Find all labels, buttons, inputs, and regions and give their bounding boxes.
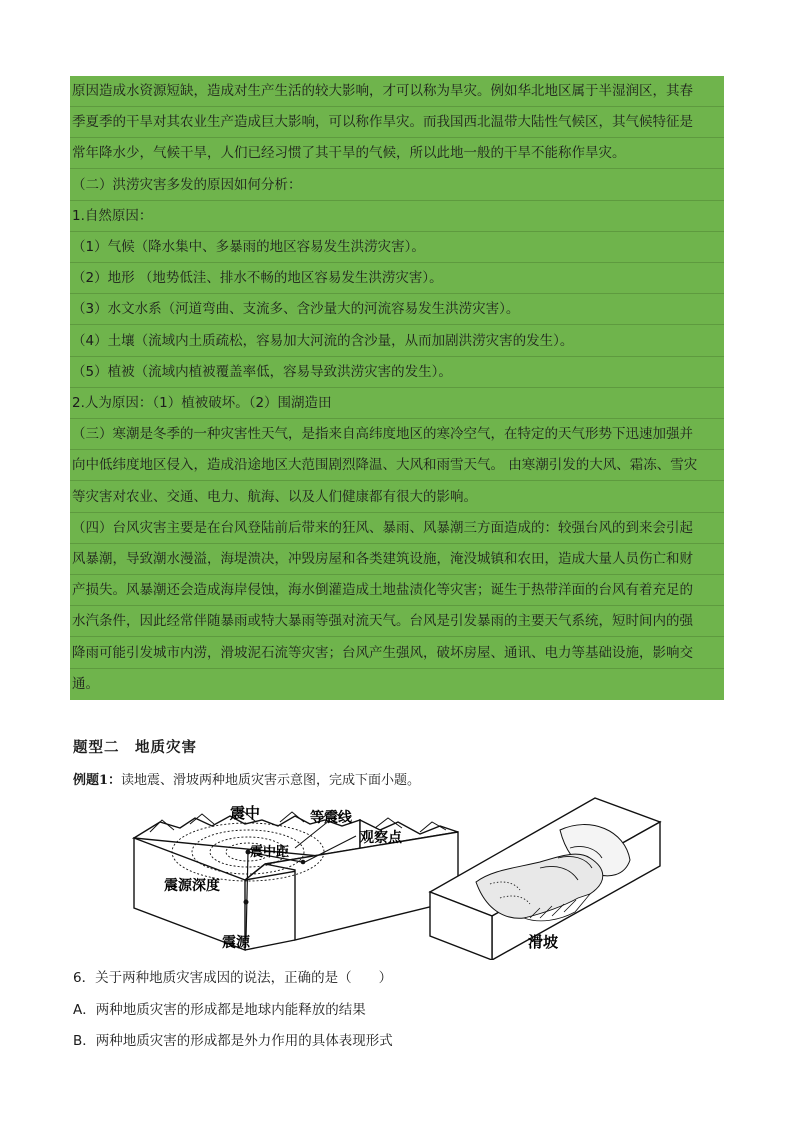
option-a[interactable]: A．两种地质灾害的形成都是地球内能释放的结果 [73, 1002, 366, 1018]
section-heading: 题型二 地质灾害 [73, 740, 197, 756]
green-text-line: （1）气候（降水集中、多暴雨的地区容易发生洪涝灾害）。 [70, 232, 724, 263]
green-highlight-section [70, 76, 724, 700]
green-text-line: （3）水文水系（河道弯曲、支流多、含沙量大的河流容易发生洪涝灾害）。 [70, 294, 724, 325]
label-observation-point: 观察点 [360, 830, 402, 846]
green-text-line: （4）土壤（流域内土质疏松，容易加大河流的含沙量，从而加剧洪涝灾害的发生）。 [70, 326, 724, 357]
geologic-hazard-figure [120, 790, 680, 960]
green-text-line: 等灾害对农业、交通、电力、航海、以及人们健康都有很大的影响。 [70, 482, 724, 513]
label-epicenter: 震中 [230, 804, 261, 822]
green-text-line: 2.人为原因：（1）植被破坏。（2）围湖造田 [70, 388, 724, 419]
option-b[interactable]: B．两种地质灾害的形成都是外力作用的具体表现形式 [73, 1033, 393, 1049]
example-label: 例题1： [73, 773, 122, 788]
example-prompt [73, 769, 420, 788]
green-text-line: 水汽条件，因此经常伴随暴雨或特大暴雨等强对流天气。台风是引发暴雨的主要天气系统，短时间内的强 [70, 606, 724, 637]
green-text-line: （2）地形 （地势低洼、排水不畅的地区容易发生洪涝灾害）。 [70, 263, 724, 294]
green-text-line: 季夏季的干旱对其农业生产造成巨大影响，可以称作旱灾。而我国西北温带大陆性气候区，其气候特征是 [70, 107, 724, 138]
green-text-line: 降雨可能引发城市内涝，滑坡泥石流等灾害；台风产生强风，破坏房屋、通讯、电力等基础设施，影响交 [70, 638, 724, 669]
green-text-line: （四）台风灾害主要是在台风登陆前后带来的狂风、暴雨、风暴潮三方面造成的：较强台风的到来会引起 [70, 513, 724, 544]
green-text-line: 常年降水少，气候干旱，人们已经习惯了其干旱的气候，所以此地一般的干旱不能称作旱灾。 [70, 138, 724, 169]
example-text: 读地震、滑坡两种地质灾害示意图，完成下面小题。 [121, 773, 421, 788]
label-focal-depth: 震源深度 [164, 878, 220, 894]
label-epicentral-distance: 震中距 [250, 845, 290, 860]
green-text-line: 风暴潮，导致潮水漫溢，海堤溃决，冲毁房屋和各类建筑设施，淹没城镇和农田，造成大量人员伤亡和财 [70, 544, 724, 575]
observation-point-dot [301, 860, 306, 865]
green-text-line: （二）洪涝灾害多发的原因如何分析： [70, 170, 724, 201]
label-isoseismal: 等震线 [310, 810, 352, 826]
green-text-line: 产损失。风暴潮还会造成海岸侵蚀，海水倒灌造成土地盐渍化等灾害；诞生于热带洋面的台风有着充足的 [70, 575, 724, 606]
green-text-line: 向中低纬度地区侵入，造成沿途地区大范围剧烈降温、大风和雨雪天气。 由寒潮引发的大风、霜冻、雪灾 [70, 450, 724, 481]
question-stem: 6．关于两种地质灾害成因的说法，正确的是（ ） [73, 970, 393, 986]
green-text-line: 原因造成水资源短缺，造成对生产生活的较大影响，才可以称为旱灾。例如华北地区属于半湿润区，其春 [70, 76, 724, 107]
label-landslide: 滑坡 [528, 933, 559, 951]
label-hypocenter: 震源 [222, 935, 250, 951]
hypocenter-dot [244, 900, 249, 905]
green-text-line: 1.自然原因： [70, 201, 724, 232]
green-text-line: 通。 [72, 675, 99, 692]
green-text-line: （5）植被（流域内植被覆盖率低，容易导致洪涝灾害的发生）。 [70, 357, 724, 388]
green-text-line: （三）寒潮是冬季的一种灾害性天气，是指来自高纬度地区的寒冷空气，在特定的天气形势下迅速加强并 [70, 419, 724, 450]
